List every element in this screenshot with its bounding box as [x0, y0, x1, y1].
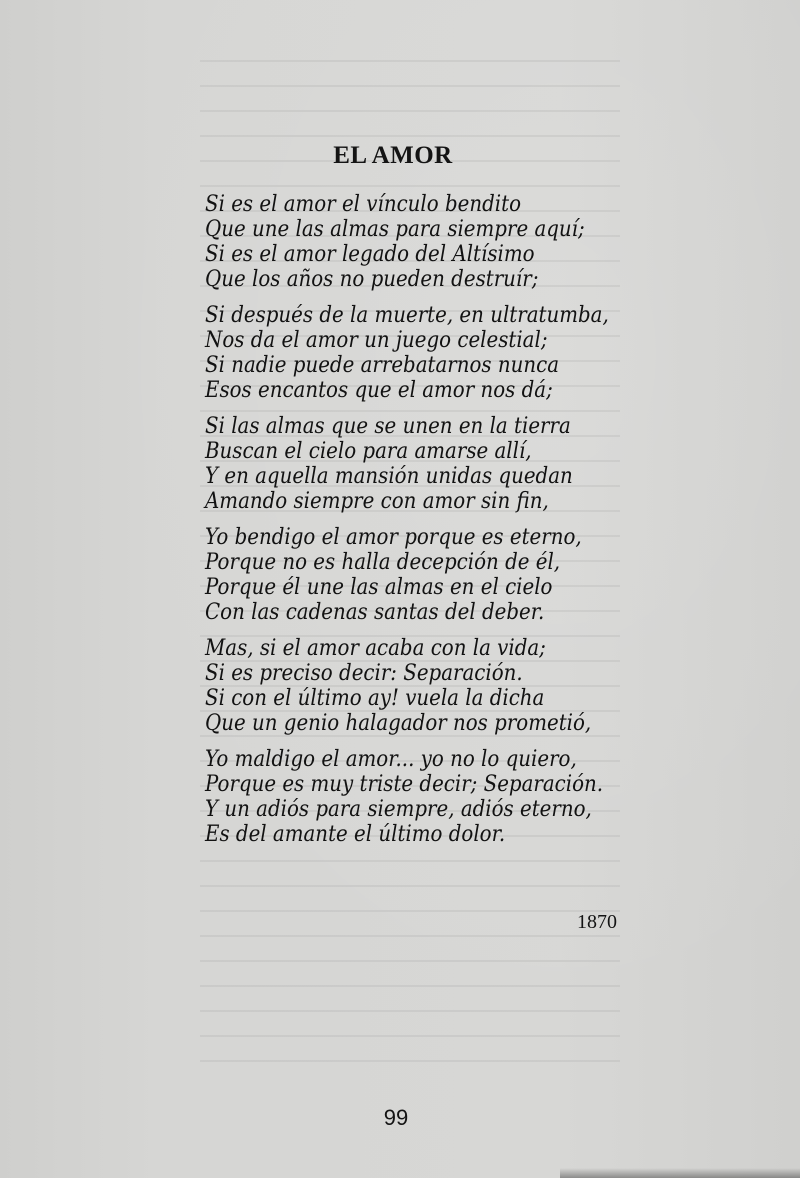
poem-line: Mas, si el amor acaba con la vida; — [205, 636, 546, 661]
stanza — [205, 192, 625, 292]
poem-line: Porque es muy triste decir; Separación. — [205, 772, 604, 797]
poem-line: Yo maldigo el amor... yo no lo quiero, — [205, 747, 577, 772]
poem-line: Y en aquella mansión unidas quedan — [205, 464, 573, 489]
poem-line: Yo bendigo el amor porque es eterno, — [205, 525, 582, 550]
poem-line: Y un adiós para siempre, adiós eterno, — [205, 797, 592, 822]
stanza — [205, 525, 625, 625]
stanza — [205, 636, 625, 736]
stanza — [205, 414, 625, 514]
poem-line: Porque él une las almas en el cielo — [205, 575, 553, 600]
poem-line: Si con el último ay! vuela la dicha — [205, 686, 545, 711]
poem-line: Si después de la muerte, en ultratumba, — [205, 303, 609, 328]
poem-line: Con las cadenas santas del deber. — [205, 600, 545, 625]
page-edge-shadow — [560, 1168, 800, 1178]
poem-line: Que une las almas para siempre aquí; — [205, 217, 585, 242]
poem-line: Amando siempre con amor sin fin, — [205, 489, 549, 514]
poem-line: Que los años no pueden destruír; — [205, 267, 539, 292]
poem-line: Buscan el cielo para amarse allí, — [205, 439, 532, 464]
page-number: 99 — [383, 1105, 409, 1130]
poem-title: EL AMOR — [333, 142, 453, 169]
stanza — [205, 303, 625, 403]
poem-line: Porque no es halla decepción de él, — [205, 550, 561, 575]
poem-line: Esos encantos que el amor nos dá; — [205, 378, 553, 403]
poem-line: Es del amante el último dolor. — [205, 822, 506, 847]
poem-line: Si es el amor legado del Altísimo — [205, 242, 535, 267]
poem-line: Que un genio halagador nos prometió, — [205, 711, 592, 736]
poem-line: Si nadie puede arrebatarnos nunca — [205, 353, 560, 378]
poem-line: Nos da el amor un juego celestial; — [205, 328, 548, 353]
poem-line: Si es preciso decir: Separación. — [205, 661, 523, 686]
poem-body — [205, 192, 625, 858]
stanza — [205, 747, 625, 847]
poem-line: Si las almas que se unen en la tierra — [205, 414, 571, 439]
poem-line: Si es el amor el vínculo bendito — [205, 192, 521, 217]
poem-year: 1870 — [577, 911, 617, 933]
